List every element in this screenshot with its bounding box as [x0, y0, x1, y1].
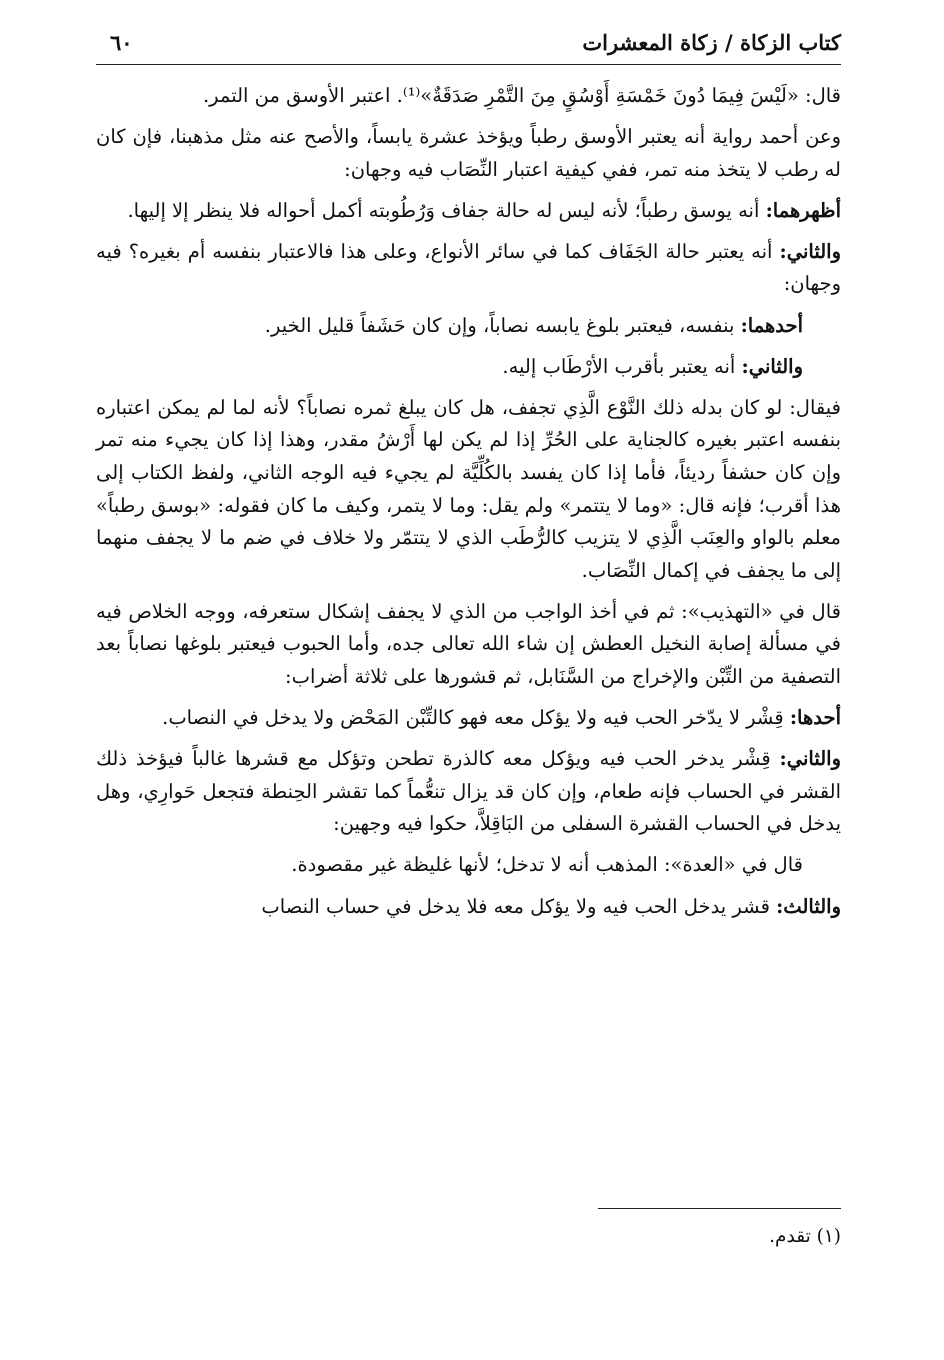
paragraph-lead: والثاني: [779, 747, 841, 771]
page-header [96, 30, 841, 65]
paragraph-text: فيقال: لو كان بدله ذلك النَّوْع الَّذِي تجفف، هل كان يبلغ ثمره نصاباً؟ لأنه لما لم يمكن اعتباره بنفسه اعتبر بغيره كالجناية على الحُرِّ إذا لم يكن لها أَرْشُ مقدر، وهذا إذا كان يجيء منه تمر وإن كان حشفاً رديئاً، فأما إذا كان يفسد بالكُلِّيَّة لم يجيء فيه الوجه الثاني، ولفظ الكتاب إلى هذا أقرب؛ فإنه قال: «وما لا يتتمر» ولم يقل: وما لا يتمر، وكيف ما كان فقوله: «بوسق رطباً» معلم بالواو والعِنَب الَّذِي لا يتزيب كالرُّطَب الذي لا يتتمّر ولا خلاف في ضم ما لا يجفف منهما إلى ما يجفف في إكمال النِّصَاب. [96, 395, 841, 582]
paragraph-lead: أحدهما: [740, 313, 803, 337]
paragraph-text: قِشْر لا يدّخر الحب فيه ولا يؤكل معه فهو كالتِّبْن المَحْض ولا يدخل في النصاب. [162, 706, 790, 730]
paragraph [96, 310, 841, 343]
paragraph [96, 80, 841, 113]
paragraph [96, 891, 841, 924]
paragraph-text: أنه يعتبر حالة الجَفَاف كما في سائر الأنواع، وعلى هذا فالاعتبار بنفسه أم بغيره؟ فيه وجهان: [96, 239, 841, 296]
running-title: كتاب الزكاة / زكاة المعشرات [582, 30, 841, 55]
paragraph-lead: والثاني: [741, 354, 803, 378]
paragraph-text: وعن أحمد رواية أنه يعتبر الأوسق رطباً ويؤخذ عشرة يابساً، والأصح عنه مثل مذهبنا، فإن كان له رطب لا يتخذ منه تمر، ففي كيفية اعتبار النِّصَاب فيه وجهان: [96, 125, 841, 181]
paragraph-lead: أظهرهما: [765, 198, 841, 222]
paragraph [96, 743, 841, 841]
paragraph-text: قشر يدخل الحب فيه ولا يؤكل معه فلا يدخل في حساب النصاب [261, 894, 777, 918]
footnote-separator [598, 1208, 841, 1209]
paragraph [96, 392, 841, 588]
paragraph-text: بنفسه، فيعتبر بلوغ يابسه نصاباً، وإن كان حَشَفاً قليل الخير. [264, 313, 741, 337]
paragraph-text: قال في «التهذيب»: ثم في أخذ الواجب من الذي لا يجفف إشكال ستعرفه، ووجه الخلاص فيه في مسألة إصابة النخيل العطش إن شاء الله تعالى جده، وأما الحبوب فيعتبر بلوغها نصاباً بعد التصفية من التِّبْن والإخراج من السَّنَابل، ثم قشورها على ثلاثة أضراب: [96, 599, 841, 688]
paragraph-lead: أحدها: [789, 706, 841, 730]
footnote [769, 1222, 841, 1252]
main-text [96, 80, 841, 932]
paragraph-lead: والثاني: [779, 239, 841, 263]
paragraph-lead: والثالث: [776, 894, 841, 918]
paragraph-text: أنه يعتبر بأقرب الأرْطَاب إليه. [502, 354, 742, 378]
paragraph [96, 849, 841, 882]
paragraph [96, 236, 841, 301]
page-number: ٦٠ [110, 30, 133, 55]
paragraph [96, 596, 841, 694]
paragraph-text: قِشْر يدخر الحب فيه ويؤكل معه كالذرة تطحن وتؤكل مع قشرها غالباً فيؤخذ ذلك القشر في الحساب فإنه طعام، وإن كان قد يزال تنعُّماً كما تقشر الحِنطة فتجعل حَوارِي، وهل يدخل في الحساب القشرة السفلى من البَاقِلاَّ، حكوا فيه وجهين: [96, 747, 841, 836]
paragraph [96, 351, 841, 384]
paragraph [96, 702, 841, 735]
paragraph-text: قال: «لَيْسَ فِيمَا دُونَ خَمْسَةِ أَوْسُقٍ مِنَ التَّمْرِ صَدَقَةٌ»⁽¹⁾. اعتبر الأوسق من التمر. [202, 84, 841, 107]
paragraph [96, 121, 841, 186]
paragraph-text: أنه يوسق رطباً؛ لأنه ليس له حالة جفاف وَرُطُوبته أكمل أحواله فلا ينظر إلا إليها. [127, 198, 766, 222]
footnote-marker: (١) [816, 1226, 841, 1247]
footnote-text: تقدم. [769, 1226, 811, 1247]
paragraph [96, 195, 841, 228]
paragraph-text: قال في «العدة»: المذهب أنه لا تدخل؛ لأنها غليظة غير مقصودة. [291, 853, 803, 877]
